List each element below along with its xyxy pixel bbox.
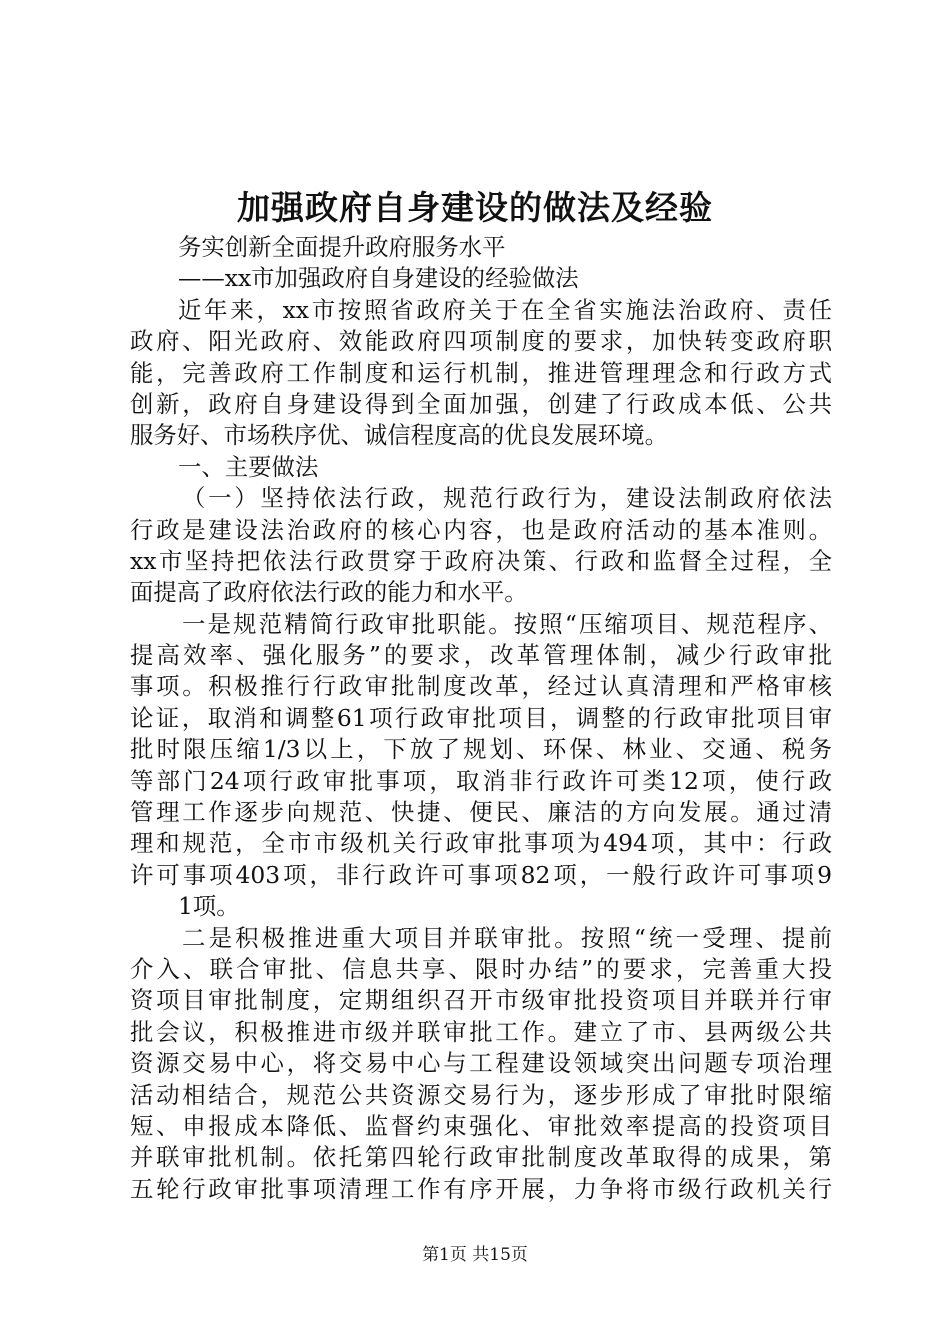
paragraph-line: 创新，政府自身建设得到全面加强，创建了行政成本低、公共 <box>130 389 832 418</box>
paragraph-line: （一）坚持依法行政，规范行政行为，建设法制政府依法 <box>182 484 832 513</box>
paragraph-line: 短、申报成本降低、监督约束强化、审批效率提高的投资项目 <box>130 1111 832 1140</box>
paragraph-line: 资项目审批制度，定期组织召开市级审批投资项目并联并行审 <box>130 986 832 1015</box>
paragraph-line: 政府、阳光政府、效能政府四项制度的要求，加快转变政府职 <box>130 327 832 356</box>
paragraph-line: 理和规范，全市市级机关行政审批事项为494项，其中：行政 <box>130 829 832 858</box>
paragraph-line: 批会议，积极推进市级并联审批工作。建立了市、县两级公共 <box>130 1017 832 1046</box>
paragraph-line: 论证，取消和调整61项行政审批项目，调整的行政审批项目审 <box>130 703 832 732</box>
document-title: 加强政府自身建设的做法及经验 <box>237 188 713 227</box>
paragraph-line: 二是积极推进重大项目并联审批。按照“统一受理、提前 <box>182 923 832 952</box>
document-body <box>130 232 832 1205</box>
paragraph-line: 能，完善政府工作制度和运行机制，推进管理理念和行政方式 <box>130 358 832 387</box>
paragraph-line: 许可事项403项，非行政许可事项82项，一般行政许可事项9 <box>130 860 832 889</box>
paragraph-line: 1项。 <box>178 892 240 921</box>
section-heading: 一、主要做法 <box>178 452 319 481</box>
paragraph-line: 并联审批机制。依托第四轮行政审批制度改革取得的成果，第 <box>130 1143 832 1172</box>
paragraph-line: 管理工作逐步向规范、快捷、便民、廉洁的方向发展。通过清 <box>130 798 832 827</box>
paragraph-line: 批时限压缩1/3以上，下放了规划、环保、林业、交通、税务 <box>130 735 832 764</box>
paragraph-line: 近年来，xx市按照省政府关于在全省实施法治政府、责任 <box>178 295 832 324</box>
subtitle-line: 务实创新全面提升政府服务水平 <box>178 233 506 261</box>
paragraph-line: 面提高了政府依法行政的能力和水平。 <box>130 578 528 607</box>
paragraph-line: 服务好、市场秩序优、诚信程度高的优良发展环境。 <box>130 421 668 450</box>
paragraph-line: 五轮行政审批事项清理工作有序开展，力争将市级行政机关行 <box>130 1174 832 1203</box>
paragraph-line: 介入、联合审批、信息共享、限时办结”的要求，完善重大投 <box>130 954 832 983</box>
paragraph-line: 一是规范精简行政审批职能。按照“压缩项目、规范程序、 <box>182 609 832 638</box>
page-footer: 第1页 共15页 <box>422 1245 528 1265</box>
paragraph-line: 行政是建设法治政府的核心内容，也是政府活动的基本准则。 <box>130 515 832 544</box>
paragraph-line: xx市坚持把依法行政贯穿于政府决策、行政和监督全过程，全 <box>130 546 832 575</box>
paragraph-line: 活动相结合，规范公共资源交易行为，逐步形成了审批时限缩 <box>130 1080 832 1109</box>
paragraph-line: 资源交易中心，将交易中心与工程建设领域突出问题专项治理 <box>130 1049 832 1078</box>
paragraph-line: 事项。积极推行行政审批制度改革，经过认真清理和严格审核 <box>130 672 832 701</box>
subtitle-line: ——xx市加强政府自身建设的经验做法 <box>178 264 579 293</box>
paragraph-line: 提高效率、强化服务”的要求，改革管理体制，减少行政审批 <box>130 641 832 670</box>
paragraph-line: 等部门24项行政审批事项，取消非行政许可类12项，使行政 <box>130 766 832 795</box>
